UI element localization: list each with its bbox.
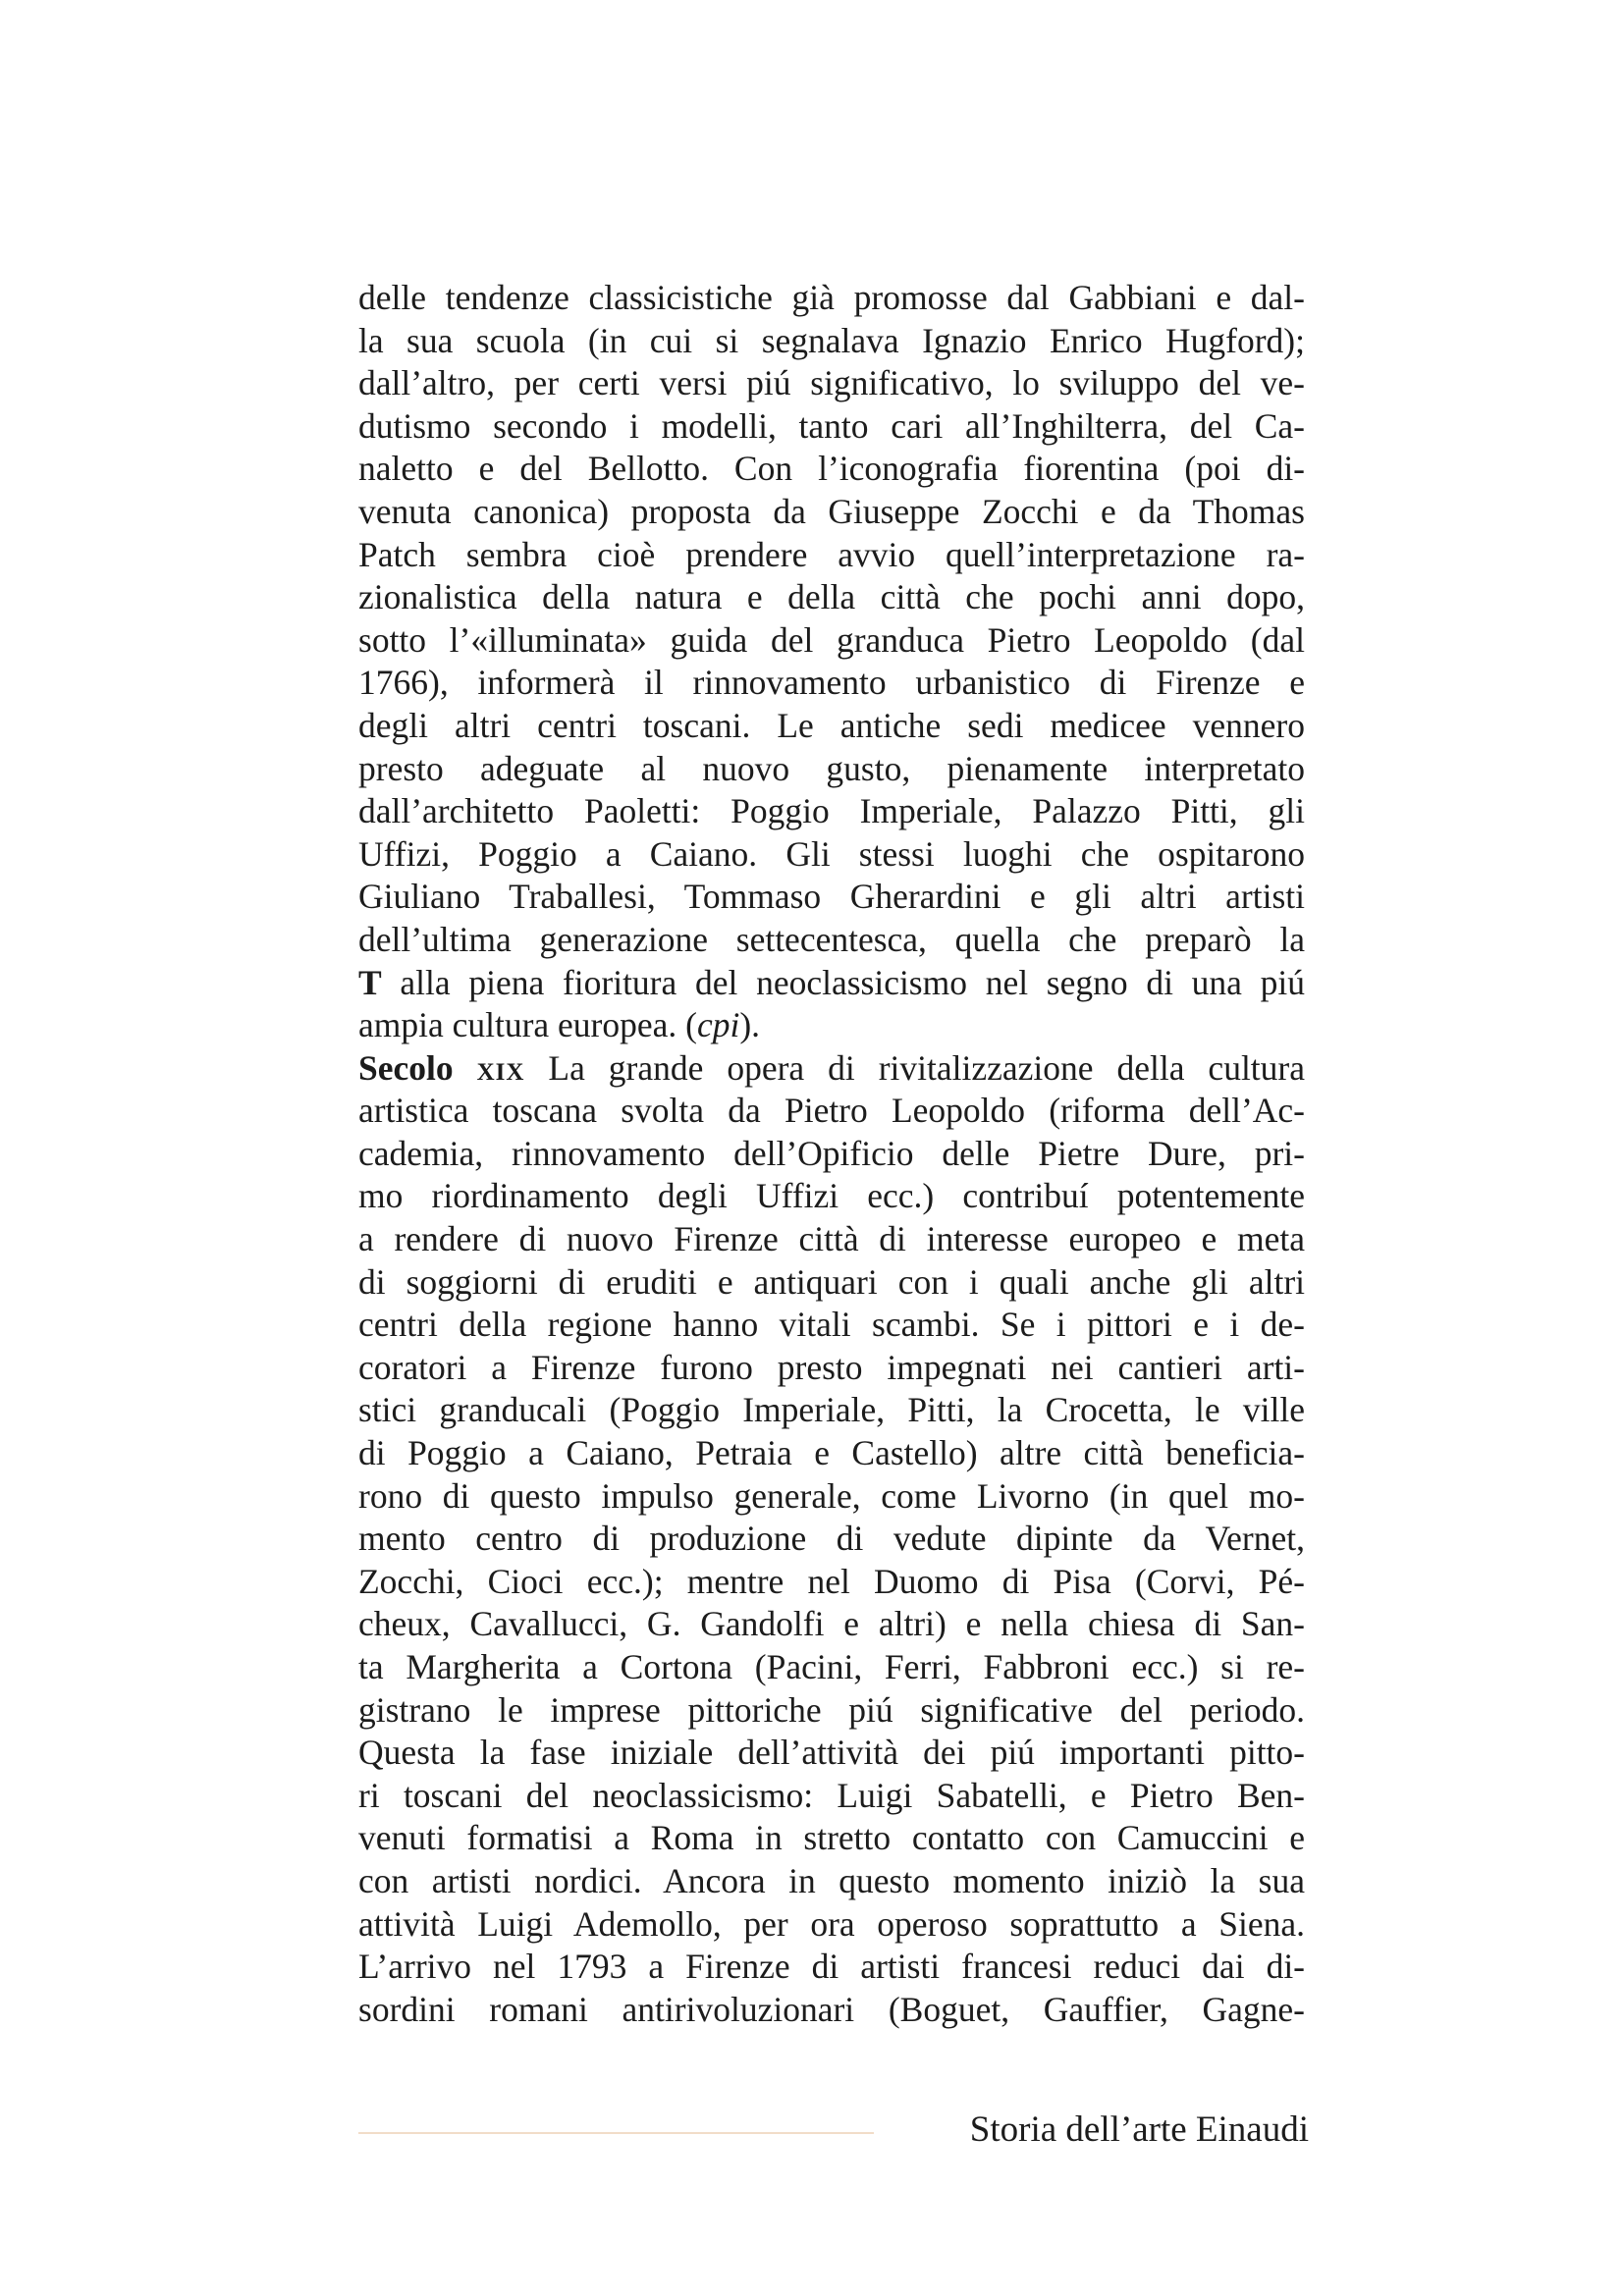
text-line: sordini romani antirivoluzionari (Boguet, Gauffier, Gagne- [358,1989,1305,2029]
text-line: gistrano le imprese pittoriche piú significative del periodo. [358,1689,1305,1730]
text-line: ri toscani del neoclassicismo: Luigi Sabatelli, e Pietro Ben- [358,1775,1305,1815]
text-line: di Poggio a Caiano, Petraia e Castello) altre città beneficia- [358,1433,1305,1473]
text-line: centri della regione hanno vitali scambi. Se i pittori e i de- [358,1305,1305,1345]
body-text [358,277,1305,2031]
text-line: mento centro di produzione di vedute dipinte da Vernet, [358,1519,1305,1559]
text-line: zionalistica della natura e della città che pochi anni dopo, [358,577,1305,617]
text-line: cheux, Cavallucci, G. Gandolfi e altri) e nella chiesa di San- [358,1604,1305,1644]
text-line: artistica toscana svolta da Pietro Leopoldo (riforma dell’Ac- [358,1091,1305,1131]
text-line: la sua scuola (in cui si segnalava Ignazio Enrico Hugford); [358,320,1305,360]
footer-divider [358,2132,874,2134]
text-line [358,962,1305,1005]
text-fragment: alla piena fioritura del neoclassicismo nel segno di una piú [400,962,1305,1002]
text-line: naletto e del Bellotto. Con l’iconografia fiorentina (poi di- [358,449,1305,489]
text-line: Giuliano Traballesi, Tommaso Gherardini e gli altri artisti [358,877,1305,917]
text-line: venuta canonica) proposta da Giuseppe Zocchi e da Thomas [358,491,1305,531]
text-fragment: ). [739,1005,761,1045]
text-line: Uffizi, Poggio a Caiano. Gli stessi luoghi che ospitarono [358,833,1305,874]
text-line: mo riordinamento degli Uffizi ecc.) contribuí potentemente [358,1176,1305,1216]
section-heading-numeral: xix [476,1047,525,1088]
text-line: Patch sembra cioè prendere avvio quell’interpretazione ra- [358,534,1305,574]
text-line: presto adeguate al nuovo gusto, pienamente interpretato [358,748,1305,788]
text-line: delle tendenze classicistiche già promosse dal Gabbiani e dal- [358,278,1305,317]
text-line: sotto l’«illuminata» guida del granduca Pietro Leopoldo (dal [358,619,1305,660]
text-line: cademia, rinnovamento dell’Opificio delle Pietre Dure, pri- [358,1133,1305,1173]
text-line: a rendere di nuovo Firenze città di interesse europeo e meta [358,1219,1305,1259]
text-fragment: La grande opera di rivitalizzazione della cultura [548,1047,1305,1088]
footer-title: Storia dell’arte Einaudi [969,2109,1309,2150]
text-line: degli altri centri toscani. Le antiche sedi medicee vennero [358,705,1305,745]
text-line: rono di questo impulso generale, come Livorno (in quel mo- [358,1475,1305,1516]
text-line: coratori a Firenze furono presto impegnati nei cantieri arti- [358,1347,1305,1387]
text-line: dell’ultima generazione settecentesca, quella che preparò la [358,919,1305,959]
section-heading: Secolo [358,1047,454,1088]
text-line: di soggiorni di eruditi e antiquari con i quali anche gli altri [358,1261,1305,1302]
text-line: L’arrivo nel 1793 a Firenze di artisti francesi reduci dai di- [358,1947,1305,1987]
text-line: attività Luigi Ademollo, per ora operoso soprattutto a Siena. [358,1903,1305,1944]
text-fragment: ampia cultura europea. ( [358,1005,697,1045]
text-line: Zocchi, Cioci ecc.); mentre nel Duomo di Pisa (Corvi, Pé- [358,1561,1305,1601]
text-line [358,1004,1305,1047]
text-line: dall’altro, per certi versi piú significativo, lo sviluppo del ve- [358,363,1305,403]
text-line: Questa la fase iniziale dell’attività dei piú importanti pitto- [358,1733,1305,1773]
text-line: con artisti nordici. Ancora in questo momento iniziò la sua [358,1860,1305,1900]
text-line: dutismo secondo i modelli, tanto cari all’Inghilterra, del Ca- [358,405,1305,446]
text-line: stici granducali (Poggio Imperiale, Pitti, la Crocetta, le ville [358,1390,1305,1430]
text-line: dall’architetto Paoletti: Poggio Imperiale, Palazzo Pitti, gli [358,791,1305,831]
text-line: ta Margherita a Cortona (Pacini, Ferri, Fabbroni ecc.) si re- [358,1647,1305,1686]
section-heading-line [358,1047,1305,1091]
cross-reference-marker: T [358,962,382,1002]
text-line: venuti formatisi a Roma in stretto contatto con Camuccini e [358,1818,1305,1858]
text-line: 1766), informerà il rinnovamento urbanistico di Firenze e [358,663,1305,703]
author-initials: cpi [696,1005,740,1045]
